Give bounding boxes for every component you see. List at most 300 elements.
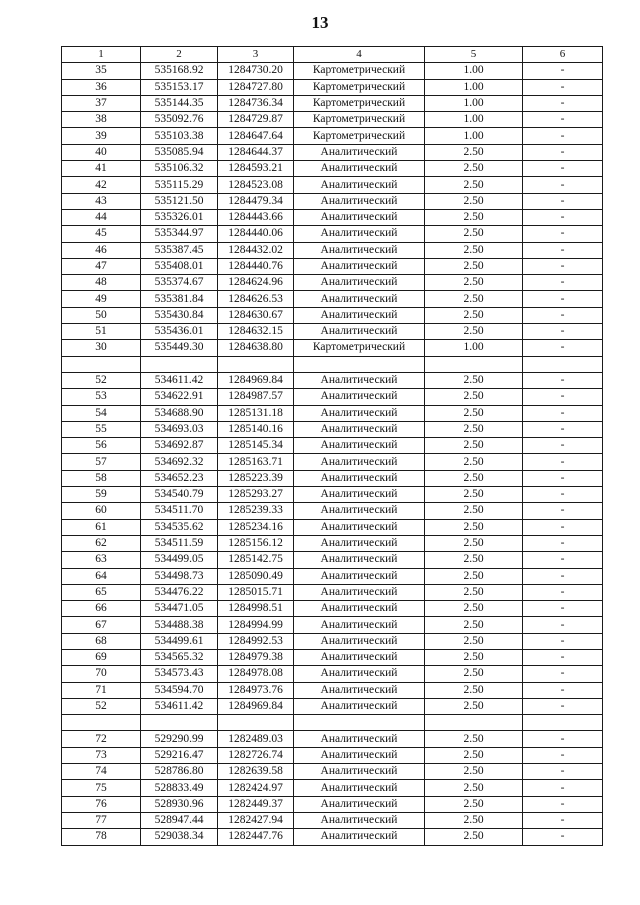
- coordinates-table: [61, 46, 603, 846]
- cell-x-coordinate: 528947.44: [141, 812, 218, 828]
- cell-accuracy: 2.50: [425, 275, 523, 291]
- cell-method: Аналитический: [294, 633, 425, 649]
- cell-note: -: [523, 829, 603, 845]
- cell-y-coordinate: [218, 356, 294, 372]
- cell-y-coordinate: 1285239.33: [218, 503, 294, 519]
- cell-y-coordinate: 1284479.34: [218, 193, 294, 209]
- cell-method: Аналитический: [294, 698, 425, 714]
- cell-y-coordinate: 1282424.97: [218, 780, 294, 796]
- cell-point-number: 45: [62, 226, 141, 242]
- table-row: [62, 764, 603, 780]
- cell-x-coordinate: 534573.43: [141, 666, 218, 682]
- cell-point-number: 44: [62, 209, 141, 225]
- cell-x-coordinate: 534594.70: [141, 682, 218, 698]
- cell-note: -: [523, 421, 603, 437]
- cell-x-coordinate: 534688.90: [141, 405, 218, 421]
- table-row: [62, 617, 603, 633]
- cell-y-coordinate: 1282639.58: [218, 764, 294, 780]
- cell-x-coordinate: 534692.32: [141, 454, 218, 470]
- cell-x-coordinate: 534471.05: [141, 601, 218, 617]
- cell-method: Аналитический: [294, 568, 425, 584]
- cell-method: Аналитический: [294, 503, 425, 519]
- cell-accuracy: 2.50: [425, 144, 523, 160]
- cell-point-number: 71: [62, 682, 141, 698]
- cell-x-coordinate: 535144.35: [141, 95, 218, 111]
- cell-x-coordinate: 534535.62: [141, 519, 218, 535]
- cell-point-number: 48: [62, 275, 141, 291]
- table-row: [62, 796, 603, 812]
- cell-note: -: [523, 95, 603, 111]
- cell-note: -: [523, 128, 603, 144]
- table-row: [62, 226, 603, 242]
- cell-x-coordinate: 535085.94: [141, 144, 218, 160]
- cell-point-number: 40: [62, 144, 141, 160]
- cell-note: -: [523, 405, 603, 421]
- cell-method: Аналитический: [294, 487, 425, 503]
- cell-y-coordinate: 1285293.27: [218, 487, 294, 503]
- cell-accuracy: 2.50: [425, 161, 523, 177]
- cell-x-coordinate: 528930.96: [141, 796, 218, 812]
- cell-method: Аналитический: [294, 584, 425, 600]
- cell-y-coordinate: 1284432.02: [218, 242, 294, 258]
- cell-y-coordinate: 1285145.34: [218, 438, 294, 454]
- cell-x-coordinate: 534498.73: [141, 568, 218, 584]
- cell-method: Аналитический: [294, 812, 425, 828]
- cell-method: Аналитический: [294, 552, 425, 568]
- cell-y-coordinate: 1282427.94: [218, 812, 294, 828]
- cell-method: Аналитический: [294, 470, 425, 486]
- cell-x-coordinate: 535436.01: [141, 324, 218, 340]
- cell-note: -: [523, 193, 603, 209]
- cell-point-number: 67: [62, 617, 141, 633]
- cell-note: -: [523, 291, 603, 307]
- cell-x-coordinate: 534499.61: [141, 633, 218, 649]
- cell-accuracy: 2.50: [425, 177, 523, 193]
- cell-point-number: [62, 356, 141, 372]
- cell-accuracy: 2.50: [425, 731, 523, 747]
- cell-y-coordinate: 1285090.49: [218, 568, 294, 584]
- cell-x-coordinate: 535430.84: [141, 307, 218, 323]
- cell-point-number: 47: [62, 258, 141, 274]
- cell-point-number: 52: [62, 372, 141, 388]
- cell-x-coordinate: 534565.32: [141, 649, 218, 665]
- cell-x-coordinate: 534693.03: [141, 421, 218, 437]
- table-row: [62, 601, 603, 617]
- cell-accuracy: 2.50: [425, 666, 523, 682]
- cell-x-coordinate: [141, 356, 218, 372]
- cell-note: -: [523, 666, 603, 682]
- cell-method: Аналитический: [294, 666, 425, 682]
- cell-method: [294, 356, 425, 372]
- cell-note: -: [523, 307, 603, 323]
- cell-y-coordinate: 1285163.71: [218, 454, 294, 470]
- column-header-point-number: 1: [62, 47, 141, 63]
- cell-accuracy: [425, 356, 523, 372]
- cell-method: Аналитический: [294, 258, 425, 274]
- cell-point-number: 64: [62, 568, 141, 584]
- table-row: [62, 258, 603, 274]
- cell-point-number: 62: [62, 535, 141, 551]
- cell-point-number: 61: [62, 519, 141, 535]
- cell-method: Аналитический: [294, 177, 425, 193]
- table-row: [62, 698, 603, 714]
- cell-point-number: 56: [62, 438, 141, 454]
- cell-y-coordinate: 1285140.16: [218, 421, 294, 437]
- cell-note: -: [523, 454, 603, 470]
- cell-x-coordinate: 535106.32: [141, 161, 218, 177]
- cell-accuracy: 2.50: [425, 584, 523, 600]
- cell-point-number: 37: [62, 95, 141, 111]
- cell-x-coordinate: 535121.50: [141, 193, 218, 209]
- cell-y-coordinate: 1284979.38: [218, 649, 294, 665]
- cell-accuracy: 1.00: [425, 63, 523, 79]
- cell-note: -: [523, 144, 603, 160]
- cell-accuracy: 1.00: [425, 79, 523, 95]
- cell-y-coordinate: 1285015.71: [218, 584, 294, 600]
- column-header-x-coordinate: 2: [141, 47, 218, 63]
- cell-point-number: 54: [62, 405, 141, 421]
- cell-method: Аналитический: [294, 226, 425, 242]
- cell-note: [523, 356, 603, 372]
- cell-accuracy: 2.50: [425, 780, 523, 796]
- cell-point-number: 73: [62, 747, 141, 763]
- cell-point-number: 57: [62, 454, 141, 470]
- cell-accuracy: 1.00: [425, 128, 523, 144]
- cell-y-coordinate: 1284443.66: [218, 209, 294, 225]
- cell-accuracy: 2.50: [425, 307, 523, 323]
- cell-accuracy: 2.50: [425, 291, 523, 307]
- cell-method: Аналитический: [294, 747, 425, 763]
- table-spacer-row: [62, 715, 603, 731]
- cell-point-number: 76: [62, 796, 141, 812]
- cell-note: -: [523, 535, 603, 551]
- cell-point-number: 70: [62, 666, 141, 682]
- cell-x-coordinate: 535092.76: [141, 112, 218, 128]
- cell-y-coordinate: 1284727.80: [218, 79, 294, 95]
- cell-x-coordinate: 535381.84: [141, 291, 218, 307]
- cell-accuracy: 2.50: [425, 764, 523, 780]
- cell-y-coordinate: 1282489.03: [218, 731, 294, 747]
- cell-accuracy: 1.00: [425, 112, 523, 128]
- cell-note: [523, 715, 603, 731]
- cell-x-coordinate: 534692.87: [141, 438, 218, 454]
- cell-point-number: 35: [62, 63, 141, 79]
- cell-method: Аналитический: [294, 796, 425, 812]
- cell-point-number: 51: [62, 324, 141, 340]
- cell-accuracy: 2.50: [425, 698, 523, 714]
- cell-x-coordinate: 535153.17: [141, 79, 218, 95]
- cell-point-number: 52: [62, 698, 141, 714]
- cell-method: Аналитический: [294, 291, 425, 307]
- table-row: [62, 95, 603, 111]
- column-header-accuracy: 5: [425, 47, 523, 63]
- table-row: [62, 307, 603, 323]
- cell-x-coordinate: 535115.29: [141, 177, 218, 193]
- cell-point-number: 72: [62, 731, 141, 747]
- cell-y-coordinate: 1284647.64: [218, 128, 294, 144]
- table-row: [62, 552, 603, 568]
- cell-y-coordinate: 1284730.20: [218, 63, 294, 79]
- table-row: [62, 829, 603, 845]
- cell-y-coordinate: 1282449.37: [218, 796, 294, 812]
- cell-note: -: [523, 275, 603, 291]
- cell-accuracy: 2.50: [425, 405, 523, 421]
- cell-accuracy: 2.50: [425, 389, 523, 405]
- cell-x-coordinate: 528786.80: [141, 764, 218, 780]
- cell-note: -: [523, 649, 603, 665]
- table-row: [62, 438, 603, 454]
- cell-note: -: [523, 796, 603, 812]
- table-row: [62, 193, 603, 209]
- cell-point-number: 46: [62, 242, 141, 258]
- cell-y-coordinate: 1284987.57: [218, 389, 294, 405]
- table-row: [62, 340, 603, 356]
- cell-method: Аналитический: [294, 731, 425, 747]
- cell-accuracy: 2.50: [425, 258, 523, 274]
- cell-note: -: [523, 226, 603, 242]
- cell-note: -: [523, 682, 603, 698]
- cell-method: Картометрический: [294, 63, 425, 79]
- cell-accuracy: 2.50: [425, 552, 523, 568]
- cell-point-number: 66: [62, 601, 141, 617]
- cell-method: Аналитический: [294, 829, 425, 845]
- cell-method: Аналитический: [294, 421, 425, 437]
- cell-y-coordinate: 1285131.18: [218, 405, 294, 421]
- cell-accuracy: 2.50: [425, 747, 523, 763]
- cell-method: Аналитический: [294, 454, 425, 470]
- table-row: [62, 372, 603, 388]
- cell-note: -: [523, 258, 603, 274]
- cell-method: Аналитический: [294, 307, 425, 323]
- cell-note: -: [523, 324, 603, 340]
- cell-y-coordinate: 1284969.84: [218, 698, 294, 714]
- table-row: [62, 161, 603, 177]
- cell-note: -: [523, 633, 603, 649]
- cell-note: -: [523, 389, 603, 405]
- cell-note: -: [523, 487, 603, 503]
- cell-y-coordinate: 1284969.84: [218, 372, 294, 388]
- column-header-note: 6: [523, 47, 603, 63]
- cell-method: Аналитический: [294, 617, 425, 633]
- cell-point-number: 38: [62, 112, 141, 128]
- cell-method: Аналитический: [294, 324, 425, 340]
- cell-method: Аналитический: [294, 438, 425, 454]
- cell-note: -: [523, 552, 603, 568]
- cell-y-coordinate: 1284624.96: [218, 275, 294, 291]
- cell-point-number: 75: [62, 780, 141, 796]
- cell-note: -: [523, 209, 603, 225]
- cell-method: Аналитический: [294, 242, 425, 258]
- cell-accuracy: 2.50: [425, 829, 523, 845]
- cell-accuracy: 2.50: [425, 421, 523, 437]
- cell-accuracy: 2.50: [425, 324, 523, 340]
- cell-y-coordinate: 1284626.53: [218, 291, 294, 307]
- cell-x-coordinate: 534488.38: [141, 617, 218, 633]
- cell-note: -: [523, 584, 603, 600]
- cell-note: -: [523, 812, 603, 828]
- table-spacer-row: [62, 356, 603, 372]
- cell-method: Аналитический: [294, 161, 425, 177]
- cell-point-number: 68: [62, 633, 141, 649]
- table-row: [62, 584, 603, 600]
- cell-accuracy: 2.50: [425, 812, 523, 828]
- table-row: [62, 291, 603, 307]
- cell-x-coordinate: 534611.42: [141, 372, 218, 388]
- cell-x-coordinate: 535326.01: [141, 209, 218, 225]
- cell-accuracy: 2.50: [425, 503, 523, 519]
- cell-point-number: 78: [62, 829, 141, 845]
- cell-accuracy: 2.50: [425, 454, 523, 470]
- cell-note: -: [523, 161, 603, 177]
- table-row: [62, 405, 603, 421]
- cell-method: Аналитический: [294, 519, 425, 535]
- cell-accuracy: 2.50: [425, 633, 523, 649]
- cell-point-number: 42: [62, 177, 141, 193]
- table-row: [62, 454, 603, 470]
- cell-y-coordinate: [218, 715, 294, 731]
- cell-accuracy: 2.50: [425, 193, 523, 209]
- cell-x-coordinate: 534611.42: [141, 698, 218, 714]
- cell-point-number: 55: [62, 421, 141, 437]
- cell-accuracy: 2.50: [425, 438, 523, 454]
- cell-y-coordinate: 1284973.76: [218, 682, 294, 698]
- cell-point-number: 39: [62, 128, 141, 144]
- cell-y-coordinate: 1284978.08: [218, 666, 294, 682]
- cell-accuracy: 2.50: [425, 568, 523, 584]
- table-row: [62, 389, 603, 405]
- cell-x-coordinate: 534652.23: [141, 470, 218, 486]
- cell-x-coordinate: 534540.79: [141, 487, 218, 503]
- cell-y-coordinate: 1284440.06: [218, 226, 294, 242]
- table-row: [62, 649, 603, 665]
- cell-note: -: [523, 617, 603, 633]
- cell-note: -: [523, 112, 603, 128]
- table-row: [62, 780, 603, 796]
- table-row: [62, 144, 603, 160]
- cell-point-number: 65: [62, 584, 141, 600]
- cell-method: Аналитический: [294, 389, 425, 405]
- cell-note: -: [523, 601, 603, 617]
- cell-x-coordinate: 534499.05: [141, 552, 218, 568]
- cell-note: -: [523, 698, 603, 714]
- cell-note: -: [523, 177, 603, 193]
- cell-y-coordinate: 1284440.76: [218, 258, 294, 274]
- table-row: [62, 79, 603, 95]
- cell-point-number: 77: [62, 812, 141, 828]
- table-row: [62, 242, 603, 258]
- cell-point-number: 49: [62, 291, 141, 307]
- cell-method: Картометрический: [294, 128, 425, 144]
- cell-y-coordinate: 1284593.21: [218, 161, 294, 177]
- cell-x-coordinate: 534476.22: [141, 584, 218, 600]
- table-row: [62, 209, 603, 225]
- table-row: [62, 666, 603, 682]
- cell-x-coordinate: 528833.49: [141, 780, 218, 796]
- cell-method: Аналитический: [294, 682, 425, 698]
- table-row: [62, 128, 603, 144]
- cell-accuracy: 2.50: [425, 519, 523, 535]
- cell-method: Аналитический: [294, 535, 425, 551]
- cell-point-number: 36: [62, 79, 141, 95]
- cell-accuracy: 2.50: [425, 487, 523, 503]
- cell-y-coordinate: 1284644.37: [218, 144, 294, 160]
- cell-note: -: [523, 372, 603, 388]
- cell-note: -: [523, 242, 603, 258]
- cell-point-number: 60: [62, 503, 141, 519]
- cell-y-coordinate: 1282447.76: [218, 829, 294, 845]
- cell-point-number: 41: [62, 161, 141, 177]
- cell-accuracy: 2.50: [425, 209, 523, 225]
- table-row: [62, 63, 603, 79]
- cell-accuracy: 2.50: [425, 649, 523, 665]
- table-row: [62, 421, 603, 437]
- page-number: 13: [311, 13, 329, 32]
- cell-method: Картометрический: [294, 79, 425, 95]
- cell-method: Аналитический: [294, 275, 425, 291]
- table-row: [62, 682, 603, 698]
- cell-note: -: [523, 764, 603, 780]
- cell-x-coordinate: [141, 715, 218, 731]
- cell-note: -: [523, 568, 603, 584]
- cell-method: Аналитический: [294, 372, 425, 388]
- cell-note: -: [523, 747, 603, 763]
- cell-point-number: 59: [62, 487, 141, 503]
- cell-x-coordinate: 534511.70: [141, 503, 218, 519]
- cell-accuracy: 1.00: [425, 95, 523, 111]
- cell-x-coordinate: 535344.97: [141, 226, 218, 242]
- cell-method: Картометрический: [294, 340, 425, 356]
- cell-accuracy: 2.50: [425, 601, 523, 617]
- cell-method: Аналитический: [294, 764, 425, 780]
- cell-y-coordinate: 1284998.51: [218, 601, 294, 617]
- cell-x-coordinate: 534511.59: [141, 535, 218, 551]
- cell-accuracy: 2.50: [425, 682, 523, 698]
- cell-y-coordinate: 1285234.16: [218, 519, 294, 535]
- cell-y-coordinate: 1284729.87: [218, 112, 294, 128]
- column-header-y-coordinate: 3: [218, 47, 294, 63]
- cell-point-number: 69: [62, 649, 141, 665]
- cell-point-number: 63: [62, 552, 141, 568]
- cell-point-number: [62, 715, 141, 731]
- cell-x-coordinate: 535387.45: [141, 242, 218, 258]
- table-row: [62, 324, 603, 340]
- cell-method: Аналитический: [294, 144, 425, 160]
- cell-y-coordinate: 1284523.08: [218, 177, 294, 193]
- table-row: [62, 487, 603, 503]
- cell-method: Аналитический: [294, 193, 425, 209]
- cell-accuracy: 2.50: [425, 535, 523, 551]
- cell-accuracy: 2.50: [425, 372, 523, 388]
- cell-y-coordinate: 1284630.67: [218, 307, 294, 323]
- cell-x-coordinate: 529216.47: [141, 747, 218, 763]
- cell-y-coordinate: 1284992.53: [218, 633, 294, 649]
- cell-note: -: [523, 519, 603, 535]
- cell-y-coordinate: 1284638.80: [218, 340, 294, 356]
- cell-note: -: [523, 340, 603, 356]
- table-row: [62, 731, 603, 747]
- cell-y-coordinate: 1284632.15: [218, 324, 294, 340]
- cell-x-coordinate: 534622.91: [141, 389, 218, 405]
- cell-note: -: [523, 63, 603, 79]
- cell-point-number: 58: [62, 470, 141, 486]
- cell-method: Аналитический: [294, 780, 425, 796]
- table-row: [62, 112, 603, 128]
- cell-y-coordinate: 1285156.12: [218, 535, 294, 551]
- cell-note: -: [523, 780, 603, 796]
- cell-accuracy: 2.50: [425, 796, 523, 812]
- table-row: [62, 275, 603, 291]
- cell-note: -: [523, 731, 603, 747]
